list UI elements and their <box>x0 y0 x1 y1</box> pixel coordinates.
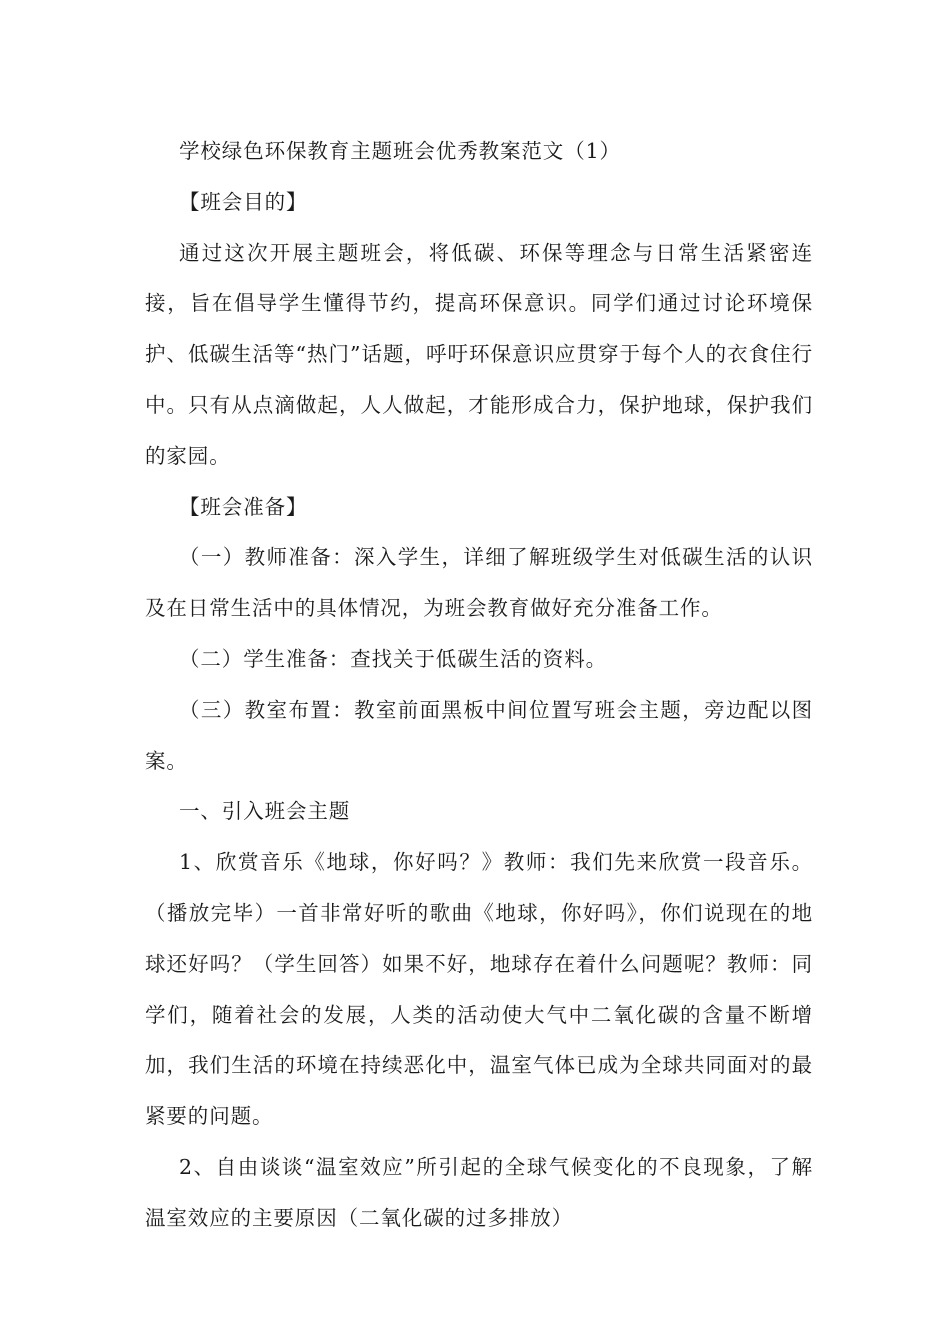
paragraph-item-2: 2、自由谈谈“温室效应”所引起的全球气候变化的不良现象，了解温室效应的主要原因（二氧化碳的过多排放） <box>145 1154 813 1230</box>
paragraph-purpose: 通过这次开展主题班会，将低碳、环保等理念与日常生活紧密连接，旨在倡导学生懂得节约，提高环保意识。同学们通过讨论环境保护、低碳生活等“热门”话题，呼吁环保意识应贯穿于每个人的衣食住行中。只有从点滴做起，人人做起，才能形成合力，保护地球，保护我们的家园。 <box>145 240 813 468</box>
section-heading-purpose: 【班会目的】 <box>179 189 308 214</box>
section-heading-preparation: 【班会准备】 <box>179 494 308 519</box>
document-body <box>145 126 813 1244</box>
paragraph-student-prep: （二）学生准备：查找关于低碳生活的资料。 <box>179 646 607 671</box>
part-heading-introduction: 一、引入班会主题 <box>179 799 351 824</box>
paragraph-teacher-prep: （一）教师准备：深入学生，详细了解班级学生对低碳生活的认识及在日常生活中的具体情况，为班会教育做好充分准备工作。 <box>145 545 813 621</box>
document-title: 学校绿色环保教育主题班会优秀教案范文（1） <box>179 139 621 163</box>
paragraph-classroom-setup: （三）教室布置：教室前面黑板中间位置写班会主题，旁边配以图案。 <box>145 697 813 773</box>
paragraph-item-1: 1、欣赏音乐《地球，你好吗？》教师：我们先来欣赏一段音乐。（播放完毕）一首非常好听的歌曲《地球，你好吗》，你们说现在的地球还好吗？（学生回答）如果不好，地球存在着什么问题呢？教师：同学们，随着社会的发展，人类的活动使大气中二氧化碳的含量不断增加，我们生活的环境在持续恶化中，温室气体已成为全球共同面对的最紧要的问题。 <box>145 850 813 1129</box>
